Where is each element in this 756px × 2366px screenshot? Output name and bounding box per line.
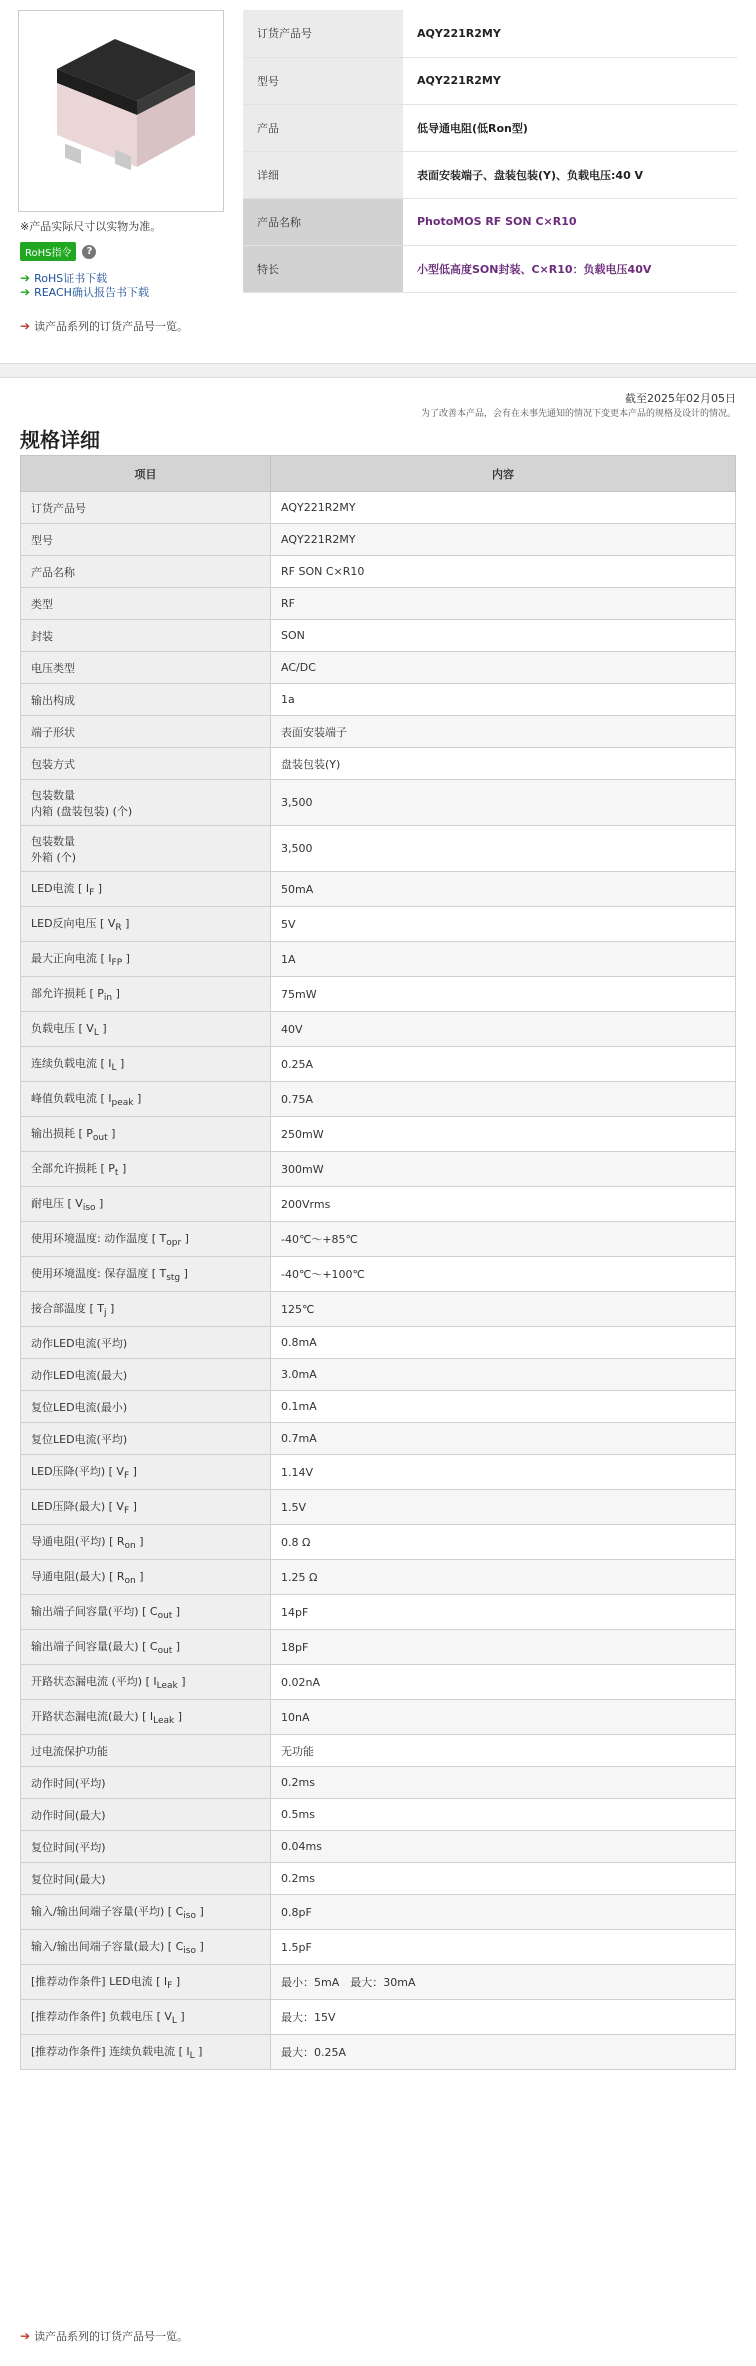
spec-key (21, 1595, 271, 1630)
spec-row (21, 872, 736, 907)
spec-value: 最大：15V (271, 2000, 736, 2035)
spec-key-subscript: stg (166, 1273, 181, 1284)
spec-key (21, 1327, 271, 1359)
spec-key-suffix: ] (129, 1499, 137, 1513)
spec-key-text: 使用环境温度: 保存温度 [ T (31, 1266, 167, 1280)
summary-row (243, 151, 737, 198)
spec-key-subscript: FP (111, 958, 123, 969)
spec-value: RF (271, 588, 736, 620)
spec-title: 规格详细 (20, 428, 100, 452)
reach-report-link[interactable]: ➔ REACH确认报告书下载 (20, 285, 149, 299)
summary-table (243, 10, 737, 293)
spec-key (21, 588, 271, 620)
spec-value: AC/DC (271, 652, 736, 684)
spec-value: 50mA (271, 872, 736, 907)
spec-key (21, 1930, 271, 1965)
spec-key-text: 峰值负载电流 [ I (31, 1091, 112, 1105)
summary-value: 低导通电阻(低Ron型) (403, 104, 737, 151)
spec-key-text: 端子形状 (31, 725, 75, 739)
spec-value: 0.75A (271, 1082, 736, 1117)
question-icon[interactable]: ? (82, 245, 96, 259)
spec-key-text: [推荐动作条件] 连续负载电流 [ I (31, 2044, 190, 2058)
spec-row (21, 716, 736, 748)
col-header-content: 内容 (271, 456, 736, 492)
spec-key-suffix: ] (195, 1904, 204, 1918)
spec-key-subscript: on (124, 1576, 136, 1587)
spec-key-subscript: peak (111, 1098, 134, 1109)
spec-row (21, 1965, 736, 2000)
spec-value: 18pF (271, 1630, 736, 1665)
spec-value: -40℃～+100℃ (271, 1257, 736, 1292)
spec-row (21, 1490, 736, 1525)
spec-value: 0.5ms (271, 1799, 736, 1831)
spec-key-subscript: Leak (156, 1681, 178, 1692)
spec-key-suffix: ] (135, 1534, 144, 1548)
spec-key (21, 2035, 271, 2070)
summary-row (243, 198, 737, 245)
spec-key (21, 1117, 271, 1152)
spec-row (21, 1525, 736, 1560)
summary-row (243, 57, 737, 104)
spec-value: 0.02nA (271, 1665, 736, 1700)
summary-value: 小型低高度SON封装、C×R10：负载电压40V (403, 245, 737, 292)
spec-key (21, 977, 271, 1012)
spec-value: 5V (271, 907, 736, 942)
spec-row (21, 2035, 736, 2070)
arrow-right-icon: ➔ (20, 319, 31, 333)
spec-row (21, 620, 736, 652)
spec-key-suffix: ] (195, 1939, 204, 1953)
spec-key-text: LED电流 [ I (31, 881, 90, 895)
spec-value: 1.25 Ω (271, 1560, 736, 1595)
spec-row (21, 1799, 736, 1831)
spec-key-subscript: out (157, 1611, 173, 1622)
spec-value: 3,500 (271, 826, 736, 872)
spec-key-text: 输出构成 (31, 693, 75, 707)
spec-key-suffix: ] (106, 1301, 115, 1315)
spec-row (21, 1047, 736, 1082)
spec-key-suffix: ] (176, 2009, 185, 2023)
spec-key-text: LED压降(平均) [ V (31, 1464, 124, 1478)
spec-value: RF SON C×R10 (271, 556, 736, 588)
spec-row (21, 1895, 736, 1930)
spec-key-text: [推荐动作条件] LED电流 [ I (31, 1974, 168, 1988)
spec-key-subscript: F (89, 888, 95, 899)
spec-row (21, 1082, 736, 1117)
spec-key (21, 620, 271, 652)
spec-key-text: 包装数量 内箱 (盘装包装) (个) (31, 788, 133, 818)
spec-row (21, 977, 736, 1012)
spec-key-suffix: ] (181, 1231, 189, 1245)
spec-value: AQY221R2MY (271, 492, 736, 524)
spec-value: 10nA (271, 1700, 736, 1735)
spec-key (21, 684, 271, 716)
spec-key-suffix: ] (172, 1974, 181, 1988)
spec-key-suffix: ] (194, 2044, 203, 2058)
spec-row (21, 684, 736, 716)
spec-value: 3.0mA (271, 1359, 736, 1391)
spec-row (21, 1222, 736, 1257)
spec-key-text: 输出损耗 [ P (31, 1126, 93, 1140)
spec-key-text: [推荐动作条件] 负载电压 [ V (31, 2009, 172, 2023)
spec-key (21, 2000, 271, 2035)
spec-row (21, 1152, 736, 1187)
spec-key-text: 输入/输出间端子容量(平均) [ C (31, 1904, 184, 1918)
spec-row (21, 942, 736, 977)
spec-value: 0.2ms (271, 1863, 736, 1895)
summary-value: AQY221R2MY (403, 57, 737, 104)
spec-row (21, 1117, 736, 1152)
spec-key-subscript: L (111, 1063, 117, 1074)
spec-value: 0.1mA (271, 1391, 736, 1423)
spec-row (21, 1930, 736, 1965)
spec-key-text: 订货产品号 (31, 501, 86, 515)
spec-section (0, 377, 756, 2366)
summary-row (243, 10, 737, 57)
spec-key-text: 过电流保护功能 (31, 1744, 108, 1758)
spec-key-suffix: ] (118, 1161, 127, 1175)
spec-value: 最大：0.25A (271, 2035, 736, 2070)
spec-key (21, 1359, 271, 1391)
spec-key (21, 1965, 271, 2000)
spec-row (21, 1257, 736, 1292)
spec-key (21, 716, 271, 748)
spec-key-text: 部允许损耗 [ P (31, 986, 104, 1000)
spec-value: 0.04ms (271, 1831, 736, 1863)
spec-key (21, 1222, 271, 1257)
spec-key-subscript: out (157, 1646, 173, 1657)
rohs-cert-link[interactable]: ➔ RoHS证书下载 (20, 271, 108, 285)
spec-value: 75mW (271, 977, 736, 1012)
spec-key-text: 复位时间(平均) (31, 1840, 106, 1854)
spec-key-subscript: R (115, 923, 122, 934)
spec-value: 300mW (271, 1152, 736, 1187)
spec-key (21, 1525, 271, 1560)
spec-key (21, 1082, 271, 1117)
spec-key-text: 全部允许损耗 [ P (31, 1161, 115, 1175)
spec-key-text: 输入/输出间端子容量(最大) [ C (31, 1939, 184, 1953)
spec-key (21, 1799, 271, 1831)
summary-key: 特长 (243, 245, 403, 292)
spec-value: 125℃ (271, 1292, 736, 1327)
spec-value: 无功能 (271, 1735, 736, 1767)
spec-key (21, 1423, 271, 1455)
spec-key (21, 1490, 271, 1525)
spec-key-text: 接合部温度 [ T (31, 1301, 105, 1315)
spec-value: 200Vrms (271, 1187, 736, 1222)
summary-key: 详细 (243, 151, 403, 198)
summary-value: 表面安装端子、盘装包装(Y)、负载电压:40 V (403, 151, 737, 198)
spec-key-suffix: ] (172, 1604, 181, 1618)
spec-value: -40℃～+85℃ (271, 1222, 736, 1257)
rohs-badge[interactable]: RoHS指令 (20, 242, 76, 261)
spec-row (21, 1863, 736, 1895)
spec-key (21, 1047, 271, 1082)
spec-row (21, 1187, 736, 1222)
series-list-link-bottom[interactable]: ➔ 读产品系列的订货产品号一览。 (20, 2329, 189, 2343)
spec-row (21, 780, 736, 826)
spec-row (21, 492, 736, 524)
spec-key-text: 产品名称 (31, 565, 75, 579)
spec-key-subscript: iso (183, 1911, 196, 1922)
spec-key (21, 1895, 271, 1930)
spec-row (21, 1391, 736, 1423)
spec-row (21, 748, 736, 780)
spec-key-suffix: ] (94, 881, 103, 895)
spec-key-subscript: L (189, 2051, 195, 2062)
spec-key-text: 包装方式 (31, 757, 75, 771)
spec-value: 0.8 Ω (271, 1525, 736, 1560)
spec-row (21, 1665, 736, 1700)
spec-key-text: 动作LED电流(平均) (31, 1336, 128, 1350)
spec-key-suffix: ] (98, 1021, 107, 1035)
spec-key-text: 输出端子间容量(平均) [ C (31, 1604, 158, 1618)
spec-value: 3,500 (271, 780, 736, 826)
rohs-row (20, 242, 96, 261)
spec-row (21, 1327, 736, 1359)
spec-value: 1a (271, 684, 736, 716)
spec-key (21, 872, 271, 907)
spec-key-suffix: ] (107, 1126, 116, 1140)
summary-row (243, 104, 737, 151)
summary-value: AQY221R2MY (403, 10, 737, 57)
spec-key (21, 907, 271, 942)
summary-key: 型号 (243, 57, 403, 104)
spec-key-subscript: F (123, 1506, 130, 1517)
spec-key-subscript: F (167, 1981, 173, 1992)
spec-row (21, 1423, 736, 1455)
spec-key-suffix: ] (122, 951, 130, 965)
spec-value: 40V (271, 1012, 736, 1047)
spec-key-subscript: L (93, 1028, 99, 1039)
spec-key-text: 包装数量 外箱 (个) (31, 834, 77, 864)
spec-key-suffix: ] (135, 1569, 144, 1583)
spec-value: AQY221R2MY (271, 524, 736, 556)
spec-key (21, 1863, 271, 1895)
spec-key (21, 780, 271, 826)
spec-row (21, 524, 736, 556)
spec-key-text: 复位LED电流(平均) (31, 1432, 128, 1446)
spec-key (21, 492, 271, 524)
spec-value: 1.5pF (271, 1930, 736, 1965)
spec-key-text: 开路状态漏电流(最大) [ I (31, 1709, 154, 1723)
spec-value: 表面安装端子 (271, 716, 736, 748)
spec-key-subscript: in (103, 993, 113, 1004)
spec-key (21, 1560, 271, 1595)
spec-value: 0.25A (271, 1047, 736, 1082)
spec-row (21, 1767, 736, 1799)
spec-key-text: 电压类型 (31, 661, 75, 675)
spec-key-text: 型号 (31, 533, 53, 547)
spec-key (21, 1257, 271, 1292)
spec-key-text: 输出端子间容量(最大) [ C (31, 1639, 158, 1653)
spec-row (21, 826, 736, 872)
spec-key-text: 耐电压 [ V (31, 1196, 83, 1210)
spec-key-text: 负载电压 [ V (31, 1021, 94, 1035)
spec-key-text: 导通电阻(平均) [ R (31, 1534, 125, 1548)
spec-key-text: 类型 (31, 597, 53, 611)
spec-key (21, 652, 271, 684)
spec-key (21, 1187, 271, 1222)
product-image (18, 10, 224, 212)
spec-key (21, 1391, 271, 1423)
spec-key (21, 524, 271, 556)
spec-key-suffix: ] (133, 1091, 142, 1105)
spec-row (21, 907, 736, 942)
summary-value[interactable]: PhotoMOS RF SON C×R10 (403, 198, 737, 245)
spec-key-suffix: ] (121, 916, 130, 930)
spec-key-text: 动作时间(平均) (31, 1776, 106, 1790)
spec-key-text: 动作LED电流(最大) (31, 1368, 128, 1382)
spec-key-subscript: iso (183, 1946, 196, 1957)
spec-key-subscript: iso (82, 1203, 96, 1214)
spec-row (21, 1630, 736, 1665)
spec-key-text: 导通电阻(最大) [ R (31, 1569, 125, 1583)
spec-key (21, 1012, 271, 1047)
spec-key-suffix: ] (112, 986, 120, 1000)
spec-key-text: 连续负载电流 [ I (31, 1056, 112, 1070)
spec-key-text: 最大正向电流 [ I (31, 951, 112, 965)
spec-row (21, 1455, 736, 1490)
spec-key (21, 942, 271, 977)
spec-value: 14pF (271, 1595, 736, 1630)
spec-key-text: 使用环境温度: 动作温度 [ T (31, 1231, 167, 1245)
disclaimer: 为了改善本产品，会有在未事先通知的情况下变更本产品的规格及设计的情况。 (420, 409, 736, 419)
spec-key-subscript: t (114, 1168, 119, 1179)
spec-key-subscript: on (124, 1541, 136, 1552)
spec-key (21, 1831, 271, 1863)
spec-value: 最小：5mA 最大：30mA (271, 1965, 736, 2000)
spec-key-suffix: ] (180, 1266, 188, 1280)
spec-row (21, 1700, 736, 1735)
spec-key-text: 复位时间(最大) (31, 1872, 106, 1886)
arrow-right-icon: ➔ (20, 285, 31, 299)
spec-value: 0.2ms (271, 1767, 736, 1799)
spec-value: 1.14V (271, 1455, 736, 1490)
spec-key-text: 复位LED电流(最小) (31, 1400, 128, 1414)
spec-value: 0.7mA (271, 1423, 736, 1455)
spec-key (21, 1665, 271, 1700)
spec-key (21, 1767, 271, 1799)
spec-key-text: 动作时间(最大) (31, 1808, 106, 1822)
spec-key (21, 826, 271, 872)
summary-key: 产品名称 (243, 198, 403, 245)
spec-key-suffix: ] (174, 1709, 183, 1723)
spec-key-suffix: ] (116, 1056, 125, 1070)
col-header-item: 项目 (21, 456, 271, 492)
spec-key-text: 开路状态漏电流 (平均) [ I (31, 1674, 157, 1688)
arrow-right-icon: ➔ (20, 271, 31, 285)
spec-key (21, 1292, 271, 1327)
spec-key (21, 1630, 271, 1665)
spec-key-text: LED反向电压 [ V (31, 916, 116, 930)
spec-value: 1A (271, 942, 736, 977)
spec-value: 250mW (271, 1117, 736, 1152)
series-list-link[interactable]: ➔ 读产品系列的订货产品号一览。 (20, 319, 189, 333)
spec-value: 0.8pF (271, 1895, 736, 1930)
spec-key-subscript: F (123, 1471, 130, 1482)
spec-key-subscript: opr (166, 1238, 182, 1249)
image-note: ※产品实际尺寸以实物为准。 (20, 220, 162, 233)
spec-key-suffix: ] (95, 1196, 104, 1210)
spec-key (21, 748, 271, 780)
spec-key-suffix: ] (129, 1464, 137, 1478)
summary-row (243, 245, 737, 292)
spec-key (21, 556, 271, 588)
spec-row (21, 556, 736, 588)
spec-row (21, 1560, 736, 1595)
spec-key-subscript: out (92, 1133, 108, 1144)
spec-row (21, 1359, 736, 1391)
summary-key: 订货产品号 (243, 10, 403, 57)
spec-row (21, 1292, 736, 1327)
spec-key-subscript: L (171, 2016, 177, 2027)
as-of-date: 截至2025年02月05日 (625, 392, 736, 405)
spec-key-subscript: Leak (153, 1716, 175, 1727)
spec-key (21, 1455, 271, 1490)
spec-value: 盘装包装(Y) (271, 748, 736, 780)
spec-row (21, 1595, 736, 1630)
spec-key-suffix: ] (177, 1674, 186, 1688)
arrow-right-icon: ➔ (20, 2329, 31, 2343)
spec-value: 1.5V (271, 1490, 736, 1525)
spec-table (20, 455, 736, 2070)
spec-key-subscript: j (104, 1308, 107, 1319)
spec-key (21, 1152, 271, 1187)
spec-key (21, 1700, 271, 1735)
spec-key-text: 封装 (31, 629, 53, 643)
spec-row (21, 2000, 736, 2035)
product-summary-section (0, 0, 756, 364)
spec-value: SON (271, 620, 736, 652)
spec-value: 0.8mA (271, 1327, 736, 1359)
spec-row (21, 588, 736, 620)
spec-row (21, 1012, 736, 1047)
spec-row (21, 652, 736, 684)
spec-key (21, 1735, 271, 1767)
summary-key: 产品 (243, 104, 403, 151)
spec-row (21, 1831, 736, 1863)
spec-key-suffix: ] (172, 1639, 181, 1653)
spec-row (21, 1735, 736, 1767)
spec-key-text: LED压降(最大) [ V (31, 1499, 124, 1513)
